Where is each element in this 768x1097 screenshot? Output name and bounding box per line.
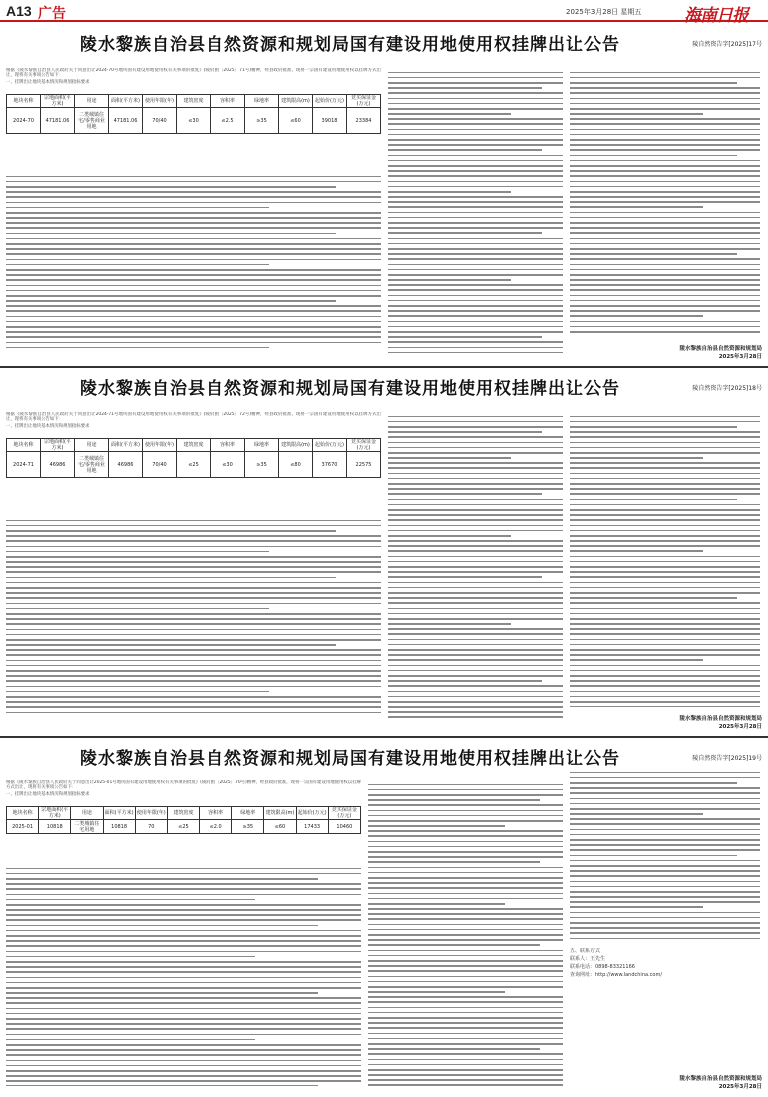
table-header-row — [7, 807, 361, 820]
contact-website[interactable]: 查询网址：http://www.landchina.com/ — [570, 972, 663, 978]
notice-number: 陵自然资告字[2025]19号 — [692, 755, 762, 762]
table-header: 起始价(万元) — [313, 95, 347, 108]
table-cell: 二类城镇住宅/零售商业用地 — [75, 452, 109, 478]
table-cell: 2024-71 — [7, 452, 41, 478]
body-text-block — [388, 412, 563, 722]
table-cell: ≤30 — [177, 108, 211, 134]
contact-heading: 五、联系方式 — [570, 948, 601, 954]
table-cell: 70/40 — [143, 452, 177, 478]
table-header: 起始价(万元) — [313, 439, 347, 452]
table-cell: 10460 — [328, 820, 360, 834]
land-table — [6, 438, 381, 478]
contact-person: 联系人：王先生 — [570, 956, 606, 962]
table-cell: 37670 — [313, 452, 347, 478]
divider — [0, 366, 768, 368]
table-cell: 46986 — [109, 452, 143, 478]
signature-date: 2025年3月28日 — [718, 1084, 762, 1090]
land-table — [6, 806, 361, 834]
table-cell: 10818 — [103, 820, 135, 834]
land-table — [6, 94, 381, 134]
table-header: 用途 — [75, 95, 109, 108]
table-header: 面积(平方米) — [103, 807, 135, 820]
table-cell: 二类城镇住宅/零售商业用地 — [75, 108, 109, 134]
table-header: 宗地面积(平方米) — [41, 95, 75, 108]
table-header: 宗地面积(平方米) — [41, 439, 75, 452]
table-header: 面积(平方米) — [109, 95, 143, 108]
table-row — [7, 820, 361, 834]
notice-number: 陵自然资告字[2025]17号 — [692, 41, 762, 48]
body-text-block — [388, 68, 563, 356]
table-row — [7, 108, 381, 134]
notice-lead — [6, 780, 361, 802]
body-text-block — [570, 68, 760, 336]
table-header: 绿地率 — [245, 439, 279, 452]
page-header — [0, 0, 768, 26]
notice-title: 陵水黎族自治县自然资源和规划局国有建设用地使用权挂牌出让公告 — [80, 35, 620, 55]
table-header: 建筑密度 — [167, 807, 199, 820]
signature: 陵水黎族自治县自然资源和规划局 — [679, 716, 762, 722]
table-cell: ≤25 — [167, 820, 199, 834]
table-header: 宗地面积(平方米) — [39, 807, 71, 820]
table-header: 地块名称 — [7, 95, 41, 108]
table-cell: 17433 — [296, 820, 328, 834]
signature: 陵水黎族自治县自然资源和规划局 — [679, 1076, 762, 1082]
notice-1 — [0, 26, 768, 364]
table-header-row — [7, 95, 381, 108]
section-label: 广告 — [38, 6, 66, 22]
table-header: 容积率 — [200, 807, 232, 820]
table-header: 面积(平方米) — [109, 439, 143, 452]
notice-lead — [6, 68, 381, 90]
table-header: 建筑限高(m) — [279, 439, 313, 452]
table-cell: ≤30 — [211, 452, 245, 478]
notice-title: 陵水黎族自治县自然资源和规划局国有建设用地使用权挂牌出让公告 — [80, 379, 620, 399]
table-header: 竞买保证金(万元) — [328, 807, 360, 820]
body-text-block — [570, 768, 760, 943]
table-cell: 47181.06 — [109, 108, 143, 134]
table-header: 使用年限(年) — [143, 439, 177, 452]
section-heading: 一、挂牌出让地块基本情况和规划指标要求 — [6, 79, 90, 85]
table-cell: 二类城镇住宅用地 — [71, 820, 103, 834]
table-cell: ≥35 — [245, 108, 279, 134]
table-cell: 46986 — [41, 452, 75, 478]
table-cell: ≤60 — [279, 108, 313, 134]
signature-block — [679, 714, 762, 730]
table-header: 容积率 — [211, 95, 245, 108]
newspaper-logo: 海南日报 — [684, 6, 748, 26]
section-heading: 一、挂牌出让地块基本情况和规划指标要求 — [6, 791, 90, 797]
table-cell: ≤60 — [264, 820, 296, 834]
table-header: 地块名称 — [7, 439, 41, 452]
notice-lead — [6, 412, 381, 434]
notice-2 — [0, 370, 768, 734]
notice-3 — [0, 740, 768, 1095]
table-cell: 2025-01 — [7, 820, 39, 834]
lead-paragraph: 根据《陵水黎族自治县人民政府关于同意出让2024-71号地块国有建设用地使用权有关事项的批复》(陵府函〔2025〕72号)精神，经县政府批准，现将一宗国有建设用地使用权以挂牌方式出让，现将有关事项公告如下： — [6, 412, 381, 423]
table-cell: 47181.06 — [41, 108, 75, 134]
notice-title: 陵水黎族自治县自然资源和规划局国有建设用地使用权挂牌出让公告 — [80, 749, 620, 769]
table-cell: ≥35 — [245, 452, 279, 478]
divider — [0, 736, 768, 738]
contact-block — [570, 948, 760, 1068]
table-cell: ≥35 — [232, 820, 264, 834]
body-text-block — [6, 516, 381, 716]
table-header: 绿地率 — [232, 807, 264, 820]
table-cell: ≤2.5 — [211, 108, 245, 134]
table-header: 竞买保证金(万元) — [347, 439, 381, 452]
section-heading: 一、挂牌出让地块基本情况和规划指标要求 — [6, 423, 90, 429]
table-header: 使用年限(年) — [143, 95, 177, 108]
table-header: 容积率 — [211, 439, 245, 452]
table-header: 用途 — [71, 807, 103, 820]
issue-date: 2025年3月28日 星期五 — [566, 8, 642, 16]
lead-paragraph: 根据《陵水黎族自治县人民政府关于同意出让2025-01号地块国有建设用地使用权有关事项的批复》(陵府函〔2025〕70号)精神，经县政府批准，现将一宗国有建设用地使用权以挂牌方式出让，现将有关事项公告如下： — [6, 780, 361, 791]
table-cell: 70 — [135, 820, 167, 834]
table-cell: 23384 — [347, 108, 381, 134]
table-header: 建筑密度 — [177, 95, 211, 108]
notice-number: 陵自然资告字[2025]18号 — [692, 385, 762, 392]
table-cell: ≤25 — [177, 452, 211, 478]
table-cell: 22575 — [347, 452, 381, 478]
table-cell: 2024-70 — [7, 108, 41, 134]
table-cell: 10818 — [39, 820, 71, 834]
table-cell: ≤2.0 — [200, 820, 232, 834]
table-header: 建筑限高(m) — [279, 95, 313, 108]
table-header: 地块名称 — [7, 807, 39, 820]
signature-block — [679, 1074, 762, 1090]
table-header: 使用年限(年) — [135, 807, 167, 820]
table-row — [7, 452, 381, 478]
page-number: A13 — [6, 3, 32, 19]
table-header: 起始价(万元) — [296, 807, 328, 820]
table-header: 竞买保证金(万元) — [347, 95, 381, 108]
lead-paragraph: 根据《陵水黎族自治县人民政府关于同意出让2024-70号地块国有建设用地使用权有关事项的批复》(陵府函〔2025〕71号)精神，经县政府批准，现将一宗国有建设用地使用权以挂牌方式出让，现将有关事项公告如下： — [6, 68, 381, 79]
signature-date: 2025年3月28日 — [718, 724, 762, 730]
contact-phone: 联系电话：0898-83321166 — [570, 964, 635, 970]
signature: 陵水黎族自治县自然资源和规划局 — [679, 346, 762, 352]
table-cell: 70/40 — [143, 108, 177, 134]
signature-block — [679, 344, 762, 360]
table-header: 绿地率 — [245, 95, 279, 108]
table-header-row — [7, 439, 381, 452]
table-cell: ≤80 — [279, 452, 313, 478]
body-text-block — [6, 864, 361, 1086]
body-text-block — [368, 780, 563, 1086]
table-header: 建筑密度 — [177, 439, 211, 452]
table-header: 建筑限高(m) — [264, 807, 296, 820]
signature-date: 2025年3月28日 — [718, 354, 762, 360]
body-text-block — [570, 412, 760, 707]
table-cell: 39018 — [313, 108, 347, 134]
body-text-block — [6, 172, 381, 352]
table-header: 用途 — [75, 439, 109, 452]
